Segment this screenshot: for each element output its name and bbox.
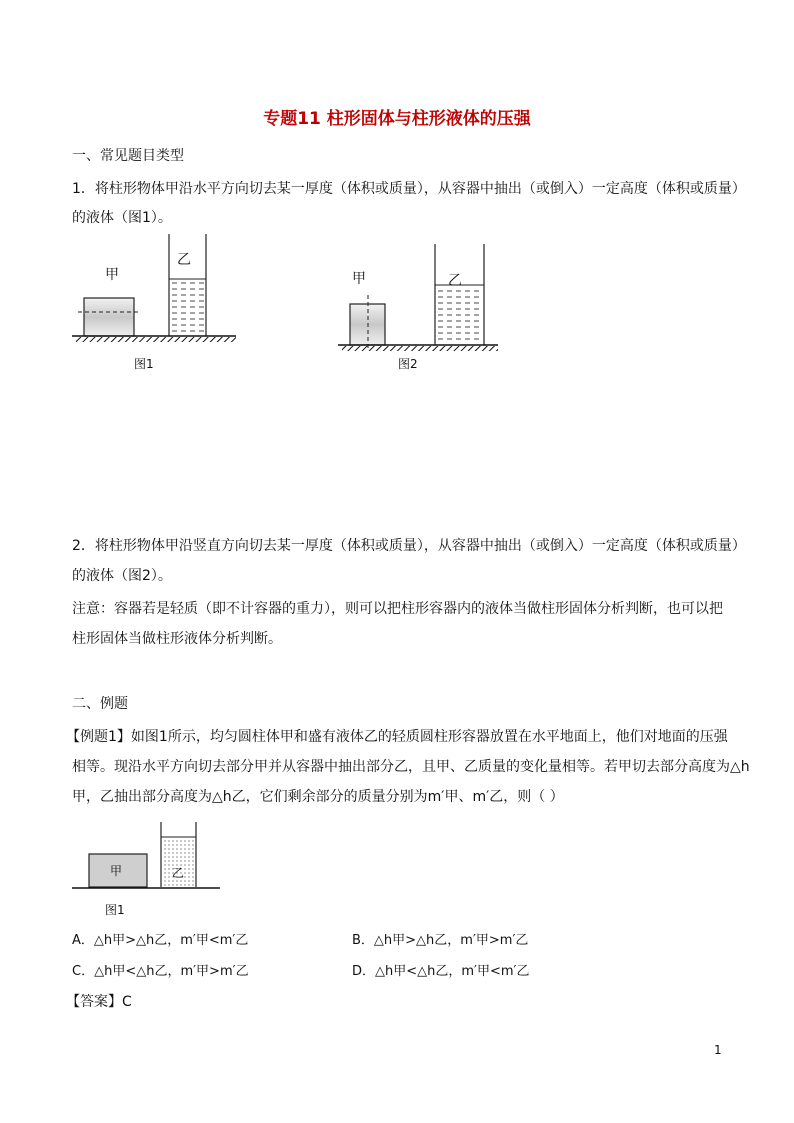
option-b: B．△h甲>△h乙，m′甲>m′乙: [352, 933, 529, 948]
page-number: 1: [714, 1043, 722, 1057]
figure-1-liquid-label: 乙: [177, 252, 191, 268]
section-heading-types: 一、常见题目类型: [72, 148, 184, 164]
figure-2-caption: 图2: [398, 357, 418, 371]
figure-2-drawing: [338, 240, 508, 375]
figure-2-solid-label: 甲: [352, 271, 366, 287]
figure-2-vertical-cut: [338, 240, 508, 375]
example-figure: [72, 820, 222, 918]
item1-text-line2: 的液体（图1）。: [72, 210, 172, 226]
item2-text-line1: 2．将柱形物体甲沿竖直方向切去某一厚度（体积或质量），从容器中抽出（或倒入）一定高度（体积或质量）: [72, 538, 746, 554]
solid-cylinder-jia: [84, 298, 134, 336]
ground-hatch: [76, 337, 236, 342]
option-c: C．△h甲<△h乙，m′甲>m′乙: [72, 964, 249, 979]
note-text-line1: 注意：容器若是轻质（即不计容器的重力），则可以把柱形容器内的液体当做柱形固体分析判断，也可以把: [72, 601, 723, 617]
figure-1-horizontal-cut: [72, 232, 242, 372]
option-a: A．△h甲>△h乙，m′甲<m′乙: [72, 933, 249, 948]
liquid-yi: [436, 285, 483, 345]
figure-1-caption: 图1: [134, 357, 154, 371]
item1-text-line1: 1．将柱形物体甲沿水平方向切去某一厚度（体积或质量），从容器中抽出（或倒入）一定高度（体积或质量）: [72, 181, 746, 197]
option-d: D．△h甲<△h乙，m′甲<m′乙: [352, 964, 530, 979]
figure-1-solid-label: 甲: [105, 267, 119, 283]
liquid-yi: [170, 279, 205, 336]
answer-line: 【答案】C: [66, 994, 132, 1010]
example-figure-solid-label: 甲: [110, 864, 123, 878]
example1-text-line2: 相等。现沿水平方向切去部分甲并从容器中抽出部分乙，且甲、乙质量的变化量相等。若甲切去部分高度为△h: [72, 759, 750, 775]
example1-text-line1: 【例题1】如图1所示，均匀圆柱体甲和盛有液体乙的轻质圆柱形容器放置在水平地面上，他们对地面的压强: [66, 729, 728, 745]
ground-hatch: [342, 346, 498, 351]
example-figure-drawing: [72, 820, 222, 918]
note-text-line2: 柱形固体当做柱形液体分析判断。: [72, 631, 282, 647]
section-heading-examples: 二、例题: [72, 696, 128, 712]
example-figure-liquid-label: 乙: [172, 866, 185, 880]
page-title: 专题11 柱形固体与柱形液体的压强: [263, 109, 531, 129]
figure-1-drawing: [72, 232, 242, 372]
example-figure-caption: 图1: [105, 903, 125, 917]
example1-text-line3: 甲，乙抽出部分高度为△h乙，它们剩余部分的质量分别为m′甲、m′乙，则（ ）: [72, 789, 564, 805]
figure-2-liquid-label: 乙: [448, 273, 462, 289]
item2-text-line2: 的液体（图2）。: [72, 568, 172, 584]
